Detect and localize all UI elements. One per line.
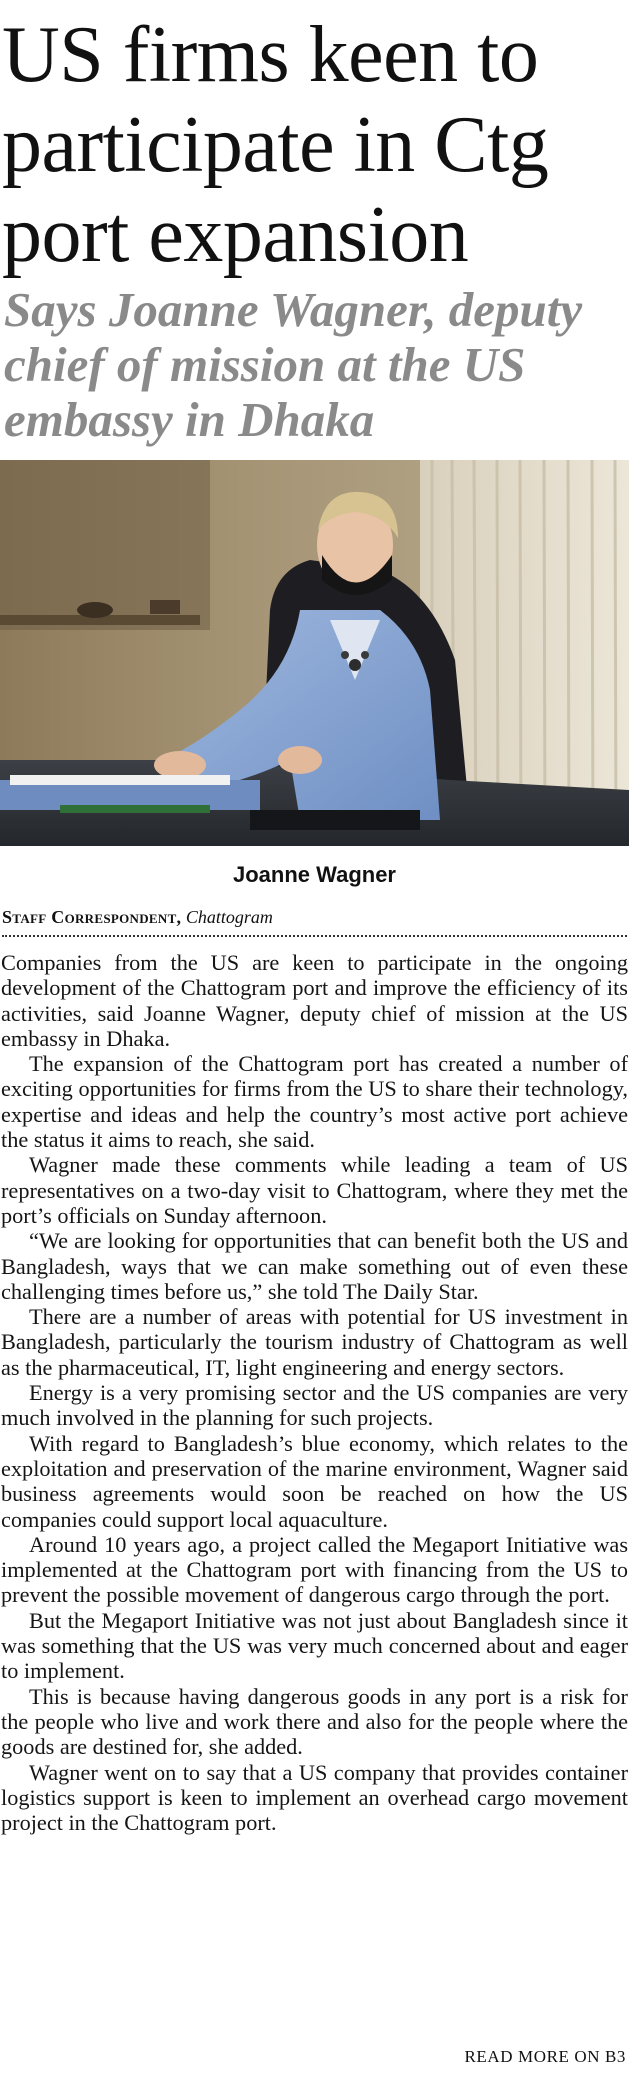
photo-caption: Joanne Wagner bbox=[233, 862, 396, 887]
byline bbox=[2, 906, 627, 937]
read-more-link[interactable]: READ MORE ON B3 bbox=[464, 2047, 626, 2066]
byline-location: Chattogram bbox=[185, 907, 273, 927]
article-paragraph: Around 10 years ago, a project called the Megaport Initiative was implemented at the Chattogram port with financing from the US to prevent the possible movement of dangerous cargo through the port. bbox=[1, 1531, 628, 1608]
article-paragraph: But the Megaport Initiative was not just about Bangladesh since it was something that the US was very much concerned about and eager to implement. bbox=[1, 1607, 628, 1684]
article-photo bbox=[0, 460, 629, 846]
article-paragraph: Wagner made these comments while leading a team of US representatives on a two-day visit to Chattogram, where they met the port’s officials on Sunday afternoon. bbox=[1, 1152, 628, 1228]
article-body bbox=[1, 950, 628, 1835]
article-paragraph: Energy is a very promising sector and the US companies are very much involved in the planning for such projects. bbox=[1, 1380, 628, 1431]
article-paragraph: This is because having dangerous goods in any port is a risk for the people who live and work there and also for the people where the goods are destined for, she added. bbox=[1, 1683, 628, 1760]
article-paragraph: The expansion of the Chattogram port has created a number of exciting opportunities for firms from the US to share their technology, expertise and ideas and help the country’s most active port achieve the status it aims to reach, she said. bbox=[1, 1051, 628, 1153]
subheadline: Says Joanne Wagner, deputy chief of mission at the US embassy in Dhaka bbox=[4, 282, 583, 447]
article-paragraph: Companies from the US are keen to participate in the ongoing development of the Chattogram port and improve the efficiency of its activities, said Joanne Wagner, deputy chief of mission at the US embassy in Dhaka. bbox=[1, 950, 628, 1051]
headline: US firms keen to participate in Ctg port expansion bbox=[2, 11, 549, 279]
article-paragraph: “We are looking for opportunities that can benefit both the US and Bangladesh, ways that we can make something out of even these challenging times before us,” she told The Daily Star. bbox=[1, 1228, 628, 1304]
article-paragraph: There are a number of areas with potential for US investment in Bangladesh, particularly the tourism industry of Chattogram as well as the pharmaceutical, IT, light engineering and energy sectors. bbox=[1, 1304, 628, 1380]
article-paragraph: Wagner went on to say that a US company that provides container logistics support is keen to implement an overhead cargo movement project in the Chattogram port. bbox=[1, 1759, 628, 1836]
article-paragraph: With regard to Bangladesh’s blue economy, which relates to the exploitation and preservation of the marine environment, Wagner said business agreements would soon be reached on how the US companies could support local aquaculture. bbox=[1, 1430, 628, 1532]
byline-role: Staff Correspondent, bbox=[2, 907, 182, 927]
